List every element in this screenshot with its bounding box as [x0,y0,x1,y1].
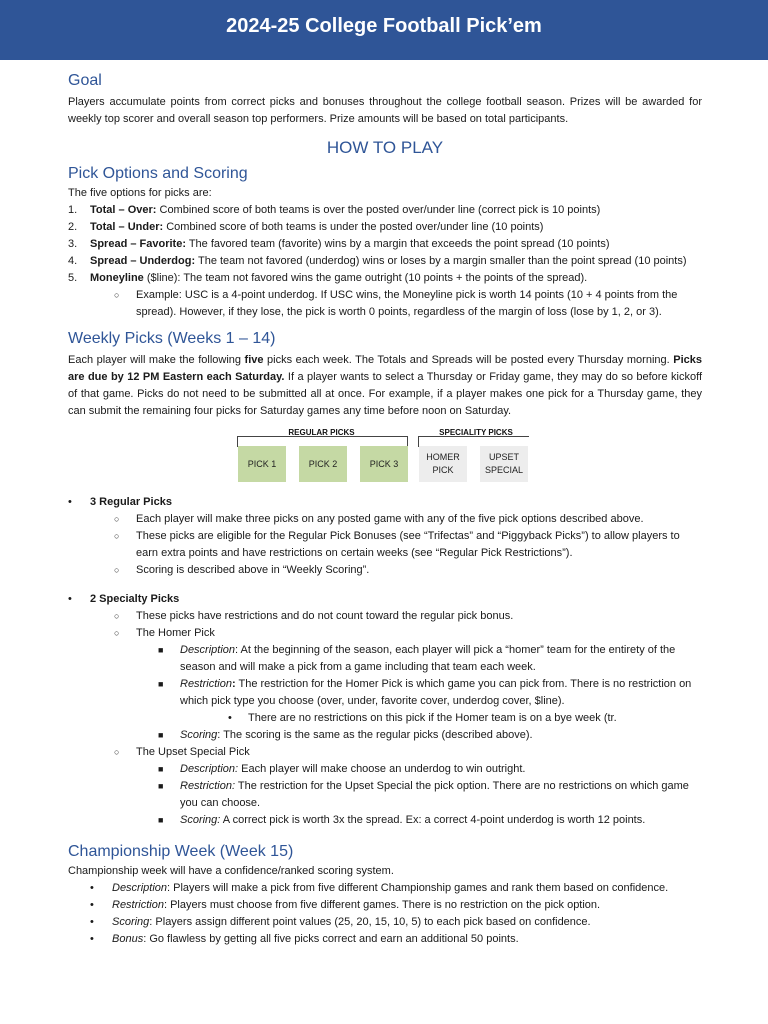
page-title: 2024-25 College Football Pick’em [226,15,542,37]
picks-diagram [68,424,702,488]
list-item: ■ Restriction: The restriction for the Upset Special the pick option. There are no restrictions on which game you can choose. [68,778,702,812]
championship-heading: Championship Week (Week 15) [68,843,294,860]
list-item: • Description: Players will make a pick from five different Championship games and rank them based on confidence. [68,880,702,897]
bullet-icon: • [90,933,94,945]
list-item: • Bonus: Go flawless by getting all five picks correct and earn an additional 50 points. [68,931,702,948]
list-item: ○ Each player will make three picks on any posted game with any of the five pick options described above. [68,511,702,528]
speciality-picks-label: SPECIALITY PICKS [439,428,513,437]
list-item: ○ These picks are eligible for the Regular Pick Bonuses (see “Trifectas” and “Piggyback Picks”) to allow players to earn extra points and have restrictions on certain weeks (see “Regular Pick Restrictions”). [68,528,702,562]
specialty-picks-item: • 2 Specialty Picks [68,591,702,608]
list-item: ■ Description: At the beginning of the season, each player will pick a “homer” team for the entirety of the season and will make a pick from a game including that team each week. [68,642,702,676]
goal-heading: Goal [68,72,102,89]
pick-option-item: 5. Moneyline ($line): The team not favored wins the game outright (10 points + the points of the spread). [68,272,588,284]
hollow-bullet-icon: ○ [114,747,120,757]
weekly-picks-heading: Weekly Picks (Weeks 1 – 14) [68,330,276,347]
pick-1-box: PICK 1 [238,446,286,482]
pick-option-item: 2. Total – Under: Combined score of both teams is under the posted over/under line (10 points) [68,221,544,233]
list-item: ○ These picks have restrictions and do not count toward the regular pick bonus. [68,608,702,625]
pick-options-intro: The five options for picks are: [68,187,212,199]
weekly-picks-text: Each player will make the following five picks each week. The Totals and Spreads will be posted every Thursday morning. Picks are due by 12 PM Eastern each Saturday. If a player wants to select a Thursday or Friday game, they may do so before kickoff of that game. Picks do not need to be submitted all at once. For example, if a player makes one pick for a Thursday game, they can submit the remaining four picks for Saturday games any time before noon on Saturday. [68,354,702,417]
square-bullet-icon: ■ [158,645,164,655]
homer-pick-box: HOMER PICK [419,446,467,482]
bullet-icon: • [68,593,72,605]
regular-picks-label: REGULAR PICKS [288,428,355,437]
hollow-bullet-icon: ○ [114,628,120,638]
bullet-icon: • [68,496,72,508]
list-item: ■ Scoring: The scoring is the same as the regular picks (described above). [68,727,702,744]
hollow-bullet-icon: ○ [114,565,120,575]
square-bullet-icon: ■ [158,781,164,791]
regular-picks-item: • 3 Regular Picks [68,494,702,511]
bullet-icon: • [90,882,94,894]
pick-option-item: 1. Total – Over: Combined score of both teams is over the posted over/under line (correct pick is 10 points) [68,204,601,216]
championship-intro: Championship week will have a confidence/ranked scoring system. [68,865,394,877]
pick-options-heading: Pick Options and Scoring [68,165,248,182]
hollow-bullet-icon: ○ [114,531,120,541]
pick-2-box: PICK 2 [299,446,347,482]
list-item: ■ Description: Each player will make choose an underdog to win outright. [68,761,702,778]
goal-text: Players accumulate points from correct picks and bonuses throughout the college football season. Prizes will be awarded for weekly top scorer and overall season top performers. Prize amounts will be based on total participants. [68,96,702,125]
hollow-bullet-icon: ○ [114,514,120,524]
hollow-bullet-icon: ○ [114,611,120,621]
pick-3-box: PICK 3 [360,446,408,482]
list-item: • There are no restrictions on this pick if the Homer team is on a bye week (tr. [68,710,702,727]
moneyline-example: ○ Example: USC is a 4-point underdog. If USC wins, the Moneyline pick is worth 14 points (10 + 4 points from the spread). However, if they lose, the pick is worth 0 points, regardless of the margin of loss (lose by 1, 2, or 3). [68,287,702,321]
bullet-icon: • [228,712,232,724]
page-title-banner [0,0,768,60]
how-to-play-heading: HOW TO PLAY [326,138,444,157]
square-bullet-icon: ■ [158,815,164,825]
list-item: • Restriction: Players must choose from five different games. There is no restriction on the pick option. [68,897,702,914]
list-item: ■ Scoring: A correct pick is worth 3x the spread. Ex: a correct 4-point underdog is worth 12 points. [68,812,702,829]
document-body [68,70,702,948]
bullet-icon: • [90,916,94,928]
pick-option-item: 3. Spread – Favorite: The favored team (favorite) wins by a margin that exceeds the point spread (10 points) [68,238,610,250]
square-bullet-icon: ■ [158,730,164,740]
list-item: ○ The Homer Pick [68,625,702,642]
hollow-bullet-icon: ○ [114,290,120,300]
list-item: ■ Restriction: The restriction for the Homer Pick is which game you can pick from. There is no restriction on which pick type you choose (over, under, favorite cover, underdog cover, $line). [68,676,702,710]
square-bullet-icon: ■ [158,764,164,774]
bullet-icon: • [90,899,94,911]
list-item: • Scoring: Players assign different point values (25, 20, 15, 10, 5) to each pick based on confidence. [68,914,702,931]
square-bullet-icon: ■ [158,679,164,689]
upset-special-box: UPSET SPECIAL [480,446,528,482]
pick-option-item: 4. Spread – Underdog: The team not favored (underdog) wins or loses by a margin smaller than the point spread (10 points) [68,255,687,267]
list-item: ○ Scoring is described above in “Weekly Scoring”. [68,562,702,579]
list-item: ○ The Upset Special Pick [68,744,702,761]
